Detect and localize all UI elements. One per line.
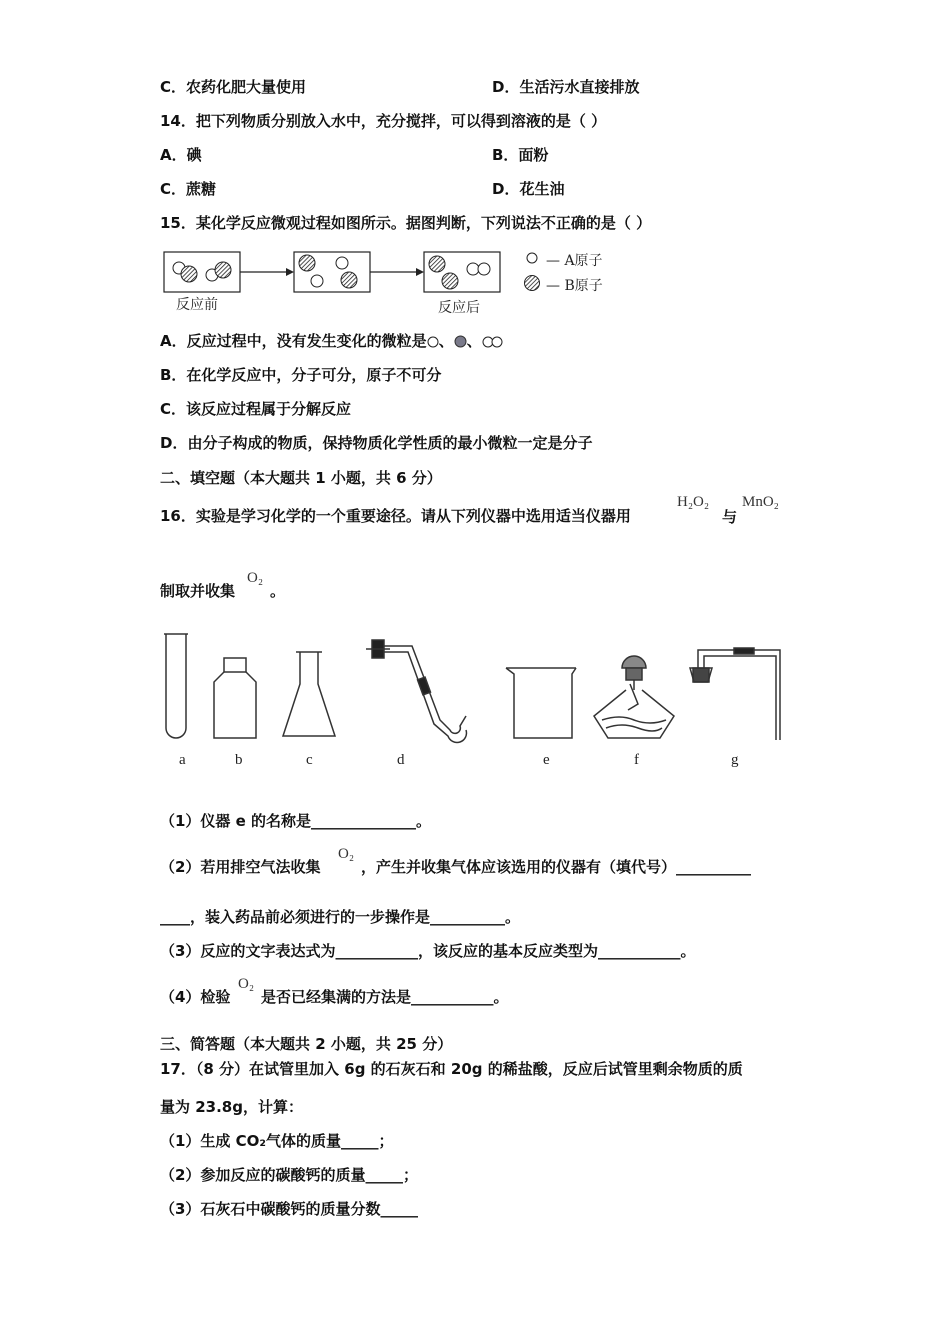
q16-part-2-cont: ____，装入药品前必须进行的一步操作是__________。 bbox=[160, 908, 521, 926]
q14-option-b: B．面粉 bbox=[492, 146, 549, 164]
q16-period: 。 bbox=[270, 582, 286, 600]
q16-part-2-start: （2）若用排空气法收集 bbox=[160, 858, 321, 876]
q16-part-3: （3）反应的文字表达式为___________，该反应的基本反应类型为___________。 bbox=[160, 942, 696, 960]
q17-stem-line2: 量为 23.8g，计算： bbox=[160, 1098, 303, 1116]
instrument-label-e: e bbox=[543, 752, 550, 768]
instrument-label-g: g bbox=[731, 752, 739, 768]
q14-stem: 14．把下列物质分别放入水中，充分搅拌，可以得到溶液的是（ ） bbox=[160, 112, 607, 130]
instruments-figure bbox=[150, 628, 800, 748]
instrument-label-b: b bbox=[235, 752, 243, 768]
instrument-label-a: a bbox=[179, 752, 186, 768]
q14-option-c: C．蔗糖 bbox=[160, 180, 217, 198]
q16-stem: 16．实验是学习化学的一个重要途径。请从下列仪器中选用适当仪器用 bbox=[160, 507, 631, 525]
instrument-label-c: c bbox=[306, 752, 313, 768]
q15-option-a: A．反应过程中，没有发生变化的微粒是 、 、 bbox=[160, 331, 504, 351]
h2o2-formula: H₂O₂ bbox=[677, 494, 710, 510]
before-label: 反应前 bbox=[176, 297, 218, 313]
q15-stem: 15．某化学反应微观过程如图所示。据图判断，下列说法不正确的是（ ） bbox=[160, 214, 652, 232]
conical-flask-c bbox=[283, 652, 335, 736]
q16-yu: 与 bbox=[722, 508, 738, 526]
legend-a-atom: — A原子 bbox=[546, 253, 603, 269]
q17-part-3: （3）石灰石中碳酸钙的质量分数_____ bbox=[160, 1200, 418, 1218]
q14-option-a: A．碘 bbox=[160, 146, 202, 164]
mno2-formula: MnO₂ bbox=[742, 494, 779, 510]
instrument-label-f: f bbox=[634, 752, 639, 768]
o2-formula: O₂ bbox=[247, 570, 264, 586]
q14-option-d: D．花生油 bbox=[492, 180, 565, 198]
a2-molecule-icon bbox=[482, 336, 504, 348]
q17-part-2: （2）参加反应的碳酸钙的质量_____； bbox=[160, 1166, 418, 1184]
q17-stem: 17．（8 分）在试管里加入 6g 的石灰石和 20g 的稀盐酸，反应后试管里剩余物质的质 bbox=[160, 1060, 743, 1078]
stopper-tube-d bbox=[366, 640, 466, 742]
test-tube-a bbox=[164, 634, 188, 738]
q16-part-4-end: 是否已经集满的方法是___________。 bbox=[261, 988, 509, 1006]
beaker-e bbox=[506, 668, 576, 738]
bottle-b bbox=[214, 658, 256, 738]
q13-option-d: D．生活污水直接排放 bbox=[492, 78, 640, 96]
section-2-heading: 二、填空题（本大题共 1 小题，共 6 分） bbox=[160, 469, 442, 487]
after-label: 反应后 bbox=[438, 300, 480, 316]
q15-option-b: B．在化学反应中，分子可分，原子不可分 bbox=[160, 366, 442, 384]
q17-part-1: （1）生成 CO₂气体的质量_____； bbox=[160, 1132, 394, 1150]
o2-formula-2: O₂ bbox=[338, 846, 355, 862]
o2-formula-3: O₂ bbox=[238, 976, 255, 992]
instrument-label-d: d bbox=[397, 752, 405, 768]
q15-option-a-text: A．反应过程中，没有发生变化的微粒是 bbox=[160, 332, 427, 350]
section-3-heading: 三、简答题（本大题共 2 小题，共 25 分） bbox=[160, 1035, 453, 1053]
q15-option-d: D．由分子构成的物质，保持物质化学性质的最小微粒一定是分子 bbox=[160, 434, 593, 452]
legend-b-atom: — B原子 bbox=[546, 278, 603, 294]
alcohol-lamp-f bbox=[594, 656, 674, 738]
q16-part-1: （1）仪器 e 的名称是______________。 bbox=[160, 812, 432, 830]
q16-part-2-end: ，产生并收集气体应该选用的仪器有（填代号）__________ bbox=[361, 858, 752, 876]
b-atom-icon bbox=[454, 335, 467, 348]
q16-part-4-start: （4）检验 bbox=[160, 988, 231, 1006]
delivery-tube-g bbox=[690, 648, 780, 740]
a-atom-icon bbox=[427, 336, 439, 348]
q13-option-c: C．农药化肥大量使用 bbox=[160, 78, 307, 96]
q15-option-c: C．该反应过程属于分解反应 bbox=[160, 400, 352, 418]
q16-line2: 制取并收集 bbox=[160, 582, 236, 600]
